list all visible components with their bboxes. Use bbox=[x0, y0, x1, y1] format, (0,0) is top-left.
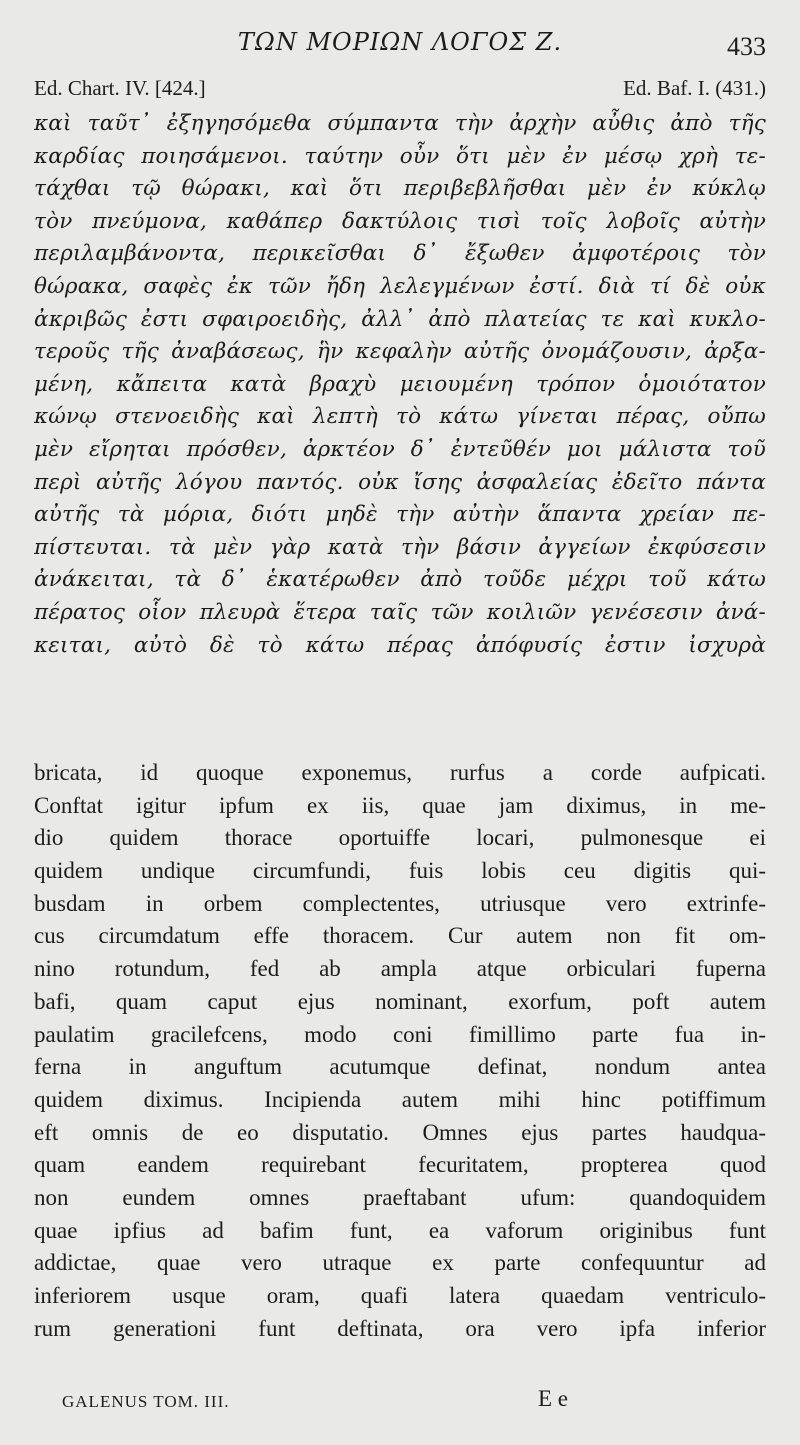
latin-line: quae ipfius ad bafim funt, ea vaforum originibus funt bbox=[34, 1217, 766, 1243]
latin-line: Conftat igitur ipfum ex iis, quae jam diximus, in me- bbox=[34, 792, 766, 818]
greek-line: αὐτῆς τὰ μόρια, διότι μηδὲ τὴν αὐτὴν ἅπαντα χρείαν πε- bbox=[34, 502, 766, 528]
latin-line: dio quidem thorace oportuiffe locari, pulmonesque ei bbox=[34, 825, 766, 851]
latin-line: rum generationi funt deftinata, ora vero ipfa inferior bbox=[34, 1315, 766, 1341]
greek-line: καὶ ταῦτ᾽ ἐξηγησόμεθα σύμπαντα τὴν ἀρχὴν αὖθις ἀπὸ τῆς bbox=[34, 111, 766, 136]
greek-line: ἀνάκειται, τὰ δ᾽ ἑκατέρωθεν ἀπὸ τοῦδε μέχρι τοῦ κάτω bbox=[34, 567, 766, 593]
running-title: ΤΩΝ ΜΟΡΙΩΝ ΛΟΓΟΣ Ζ. bbox=[237, 28, 563, 56]
latin-line: nino rotundum, fed ab ampla atque orbiculari fuperna bbox=[34, 956, 766, 982]
footer-volume-label: GALENUS TOM. III. bbox=[62, 1392, 230, 1411]
greek-line: περὶ αὐτῆς λόγου παντός. οὐκ ἴσης ἀσφαλείας ἐδεῖτο πάντα bbox=[34, 469, 766, 495]
greek-line: τεροῦς τῆς ἀναβάσεως, ἣν κεφαλὴν αὐτῆς ὀνομάζουσιν, ἀρξα- bbox=[34, 339, 766, 365]
latin-line: busdam in orbem complectentes, utriusque vero extrinfe- bbox=[34, 890, 766, 916]
latin-text-block bbox=[34, 757, 766, 1345]
greek-line: πέρατος οἷον πλευρὰ ἕτερα ταῖς τῶν κοιλιῶν γενέσεσιν ἀνά- bbox=[34, 599, 766, 625]
latin-line: paulatim gracilefcens, modo coni fimillimo parte fua in- bbox=[34, 1021, 766, 1047]
latin-line: ferna in anguftum acutumque definat, nondum antea bbox=[34, 1054, 766, 1080]
greek-text-block bbox=[34, 108, 766, 662]
greek-line: πίστευται. τὰ μὲν γὰρ κατὰ τὴν βάσιν ἀγγείων ἐκφύσεσιν bbox=[34, 534, 766, 560]
greek-line: μένη, κἄπειτα κατὰ βραχὺ μειουμένη τρόπον ὁμοιότατον bbox=[34, 371, 766, 397]
page-number: 433 bbox=[727, 32, 766, 61]
edition-reference-left: Ed. Chart. IV. [424.] bbox=[34, 76, 206, 100]
latin-line: cus circumdatum effe thoracem. Cur autem non fit om- bbox=[34, 923, 766, 949]
greek-line: περιλαμβάνοντα, περικεῖσθαι δ᾽ ἔξωθεν ἀμφοτέροις τὸν bbox=[34, 241, 766, 267]
latin-line: bricata, id quoque exponemus, rurfus a corde aufpicati. bbox=[34, 760, 766, 785]
latin-line: quidem diximus. Incipienda autem mihi hinc potiffimum bbox=[34, 1086, 766, 1112]
greek-line: θώρακα, σαφὲς ἐκ τῶν ἤδη λελεγμένων ἐστί. διὰ τί δὲ οὐκ bbox=[34, 273, 766, 299]
latin-line: bafi, quam caput ejus nominant, exorfum, poft autem bbox=[34, 988, 766, 1014]
latin-line: addictae, quae vero utraque ex parte confequuntur ad bbox=[34, 1250, 766, 1276]
latin-line: non eundem omnes praeftabant ufum: quandoquidem bbox=[34, 1184, 766, 1210]
greek-line: τὸν πνεύμονα, καθάπερ δακτύλοις τισὶ τοῖς λοβοῖς αὐτὴν bbox=[34, 208, 766, 234]
latin-line: quidem undique circumfundi, fuis lobis ceu digitis qui- bbox=[34, 858, 766, 884]
greek-line: μὲν εἴρηται πρόσθεν, ἀρκτέον δ᾽ ἐντεῦθέν μοι μάλιστα τοῦ bbox=[34, 436, 766, 462]
greek-line: κώνῳ στενοειδὴς καὶ λεπτὴ τὸ κάτω γίνεται πέρας, οὔπω bbox=[34, 404, 766, 430]
latin-line: inferiorem usque oram, quafi latera quaedam ventriculo- bbox=[34, 1283, 766, 1308]
footer-signature-mark: E e bbox=[538, 1386, 569, 1411]
edition-reference-right: Ed. Baf. I. (431.) bbox=[623, 76, 766, 100]
greek-line: καρδίας ποιησάμενοι. ταύτην οὖν ὅτι μὲν ἐν μέσῳ χρὴ τε- bbox=[34, 143, 766, 169]
greek-line: ἀκριβῶς ἐστι σφαιροειδὴς, ἀλλ᾽ ἀπὸ πλατείας τε καὶ κυκλο- bbox=[34, 306, 766, 332]
greek-line: κειται, αὐτὸ δὲ τὸ κάτω πέρας ἀπόφυσίς ἐστιν ἰσχυρὰ bbox=[34, 632, 766, 658]
greek-line: τάχθαι τῷ θώρακι, καὶ ὅτι περιβεβλῆσθαι μὲν ἐν κύκλῳ bbox=[34, 176, 766, 202]
latin-line: eft omnis de eo disputatio. Omnes ejus partes haudqua- bbox=[34, 1119, 766, 1145]
latin-line: quam eandem requirebant fecuritatem, propterea quod bbox=[34, 1152, 766, 1178]
